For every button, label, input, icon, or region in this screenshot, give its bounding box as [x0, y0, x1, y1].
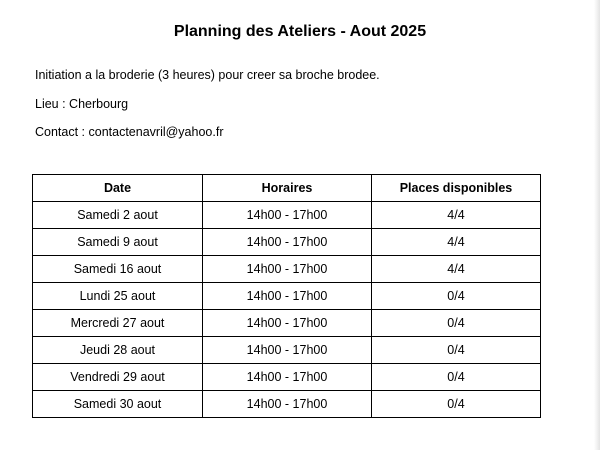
table-row	[33, 229, 541, 256]
table-row	[33, 202, 541, 229]
table-row	[33, 310, 541, 337]
workshop-location: Lieu : Cherbourg	[35, 97, 129, 111]
cell-places: 4/4	[372, 229, 541, 256]
header-hours: Horaires	[203, 175, 372, 202]
cell-hours: 14h00 - 17h00	[203, 391, 372, 418]
cell-date: Samedi 9 aout	[33, 229, 203, 256]
cell-hours: 14h00 - 17h00	[203, 337, 372, 364]
page-edge-shadow	[594, 0, 600, 450]
schedule-table	[32, 174, 541, 418]
cell-hours: 14h00 - 17h00	[203, 364, 372, 391]
cell-date: Samedi 2 aout	[33, 202, 203, 229]
cell-places: 0/4	[372, 337, 541, 364]
cell-date: Samedi 16 aout	[33, 256, 203, 283]
cell-places: 4/4	[372, 256, 541, 283]
cell-date: Mercredi 27 aout	[33, 310, 203, 337]
cell-places: 0/4	[372, 310, 541, 337]
header-date: Date	[33, 175, 203, 202]
table-row	[33, 283, 541, 310]
workshop-description: Initiation a la broderie (3 heures) pour creer sa broche brodee.	[35, 68, 380, 82]
table-row	[33, 256, 541, 283]
workshop-contact: Contact : contactenavril@yahoo.fr	[35, 125, 224, 139]
table-header-row	[33, 175, 541, 202]
cell-date: Samedi 30 aout	[33, 391, 203, 418]
cell-places: 0/4	[372, 391, 541, 418]
page-title: Planning des Ateliers - Aout 2025	[173, 23, 427, 40]
cell-date: Lundi 25 aout	[33, 283, 203, 310]
table-row	[33, 391, 541, 418]
header-places: Places disponibles	[372, 175, 541, 202]
cell-hours: 14h00 - 17h00	[203, 202, 372, 229]
cell-date: Vendredi 29 aout	[33, 364, 203, 391]
cell-hours: 14h00 - 17h00	[203, 283, 372, 310]
cell-places: 0/4	[372, 283, 541, 310]
cell-places: 4/4	[372, 202, 541, 229]
cell-hours: 14h00 - 17h00	[203, 256, 372, 283]
cell-date: Jeudi 28 aout	[33, 337, 203, 364]
cell-hours: 14h00 - 17h00	[203, 229, 372, 256]
table-row	[33, 337, 541, 364]
table-row	[33, 364, 541, 391]
cell-hours: 14h00 - 17h00	[203, 310, 372, 337]
cell-places: 0/4	[372, 364, 541, 391]
